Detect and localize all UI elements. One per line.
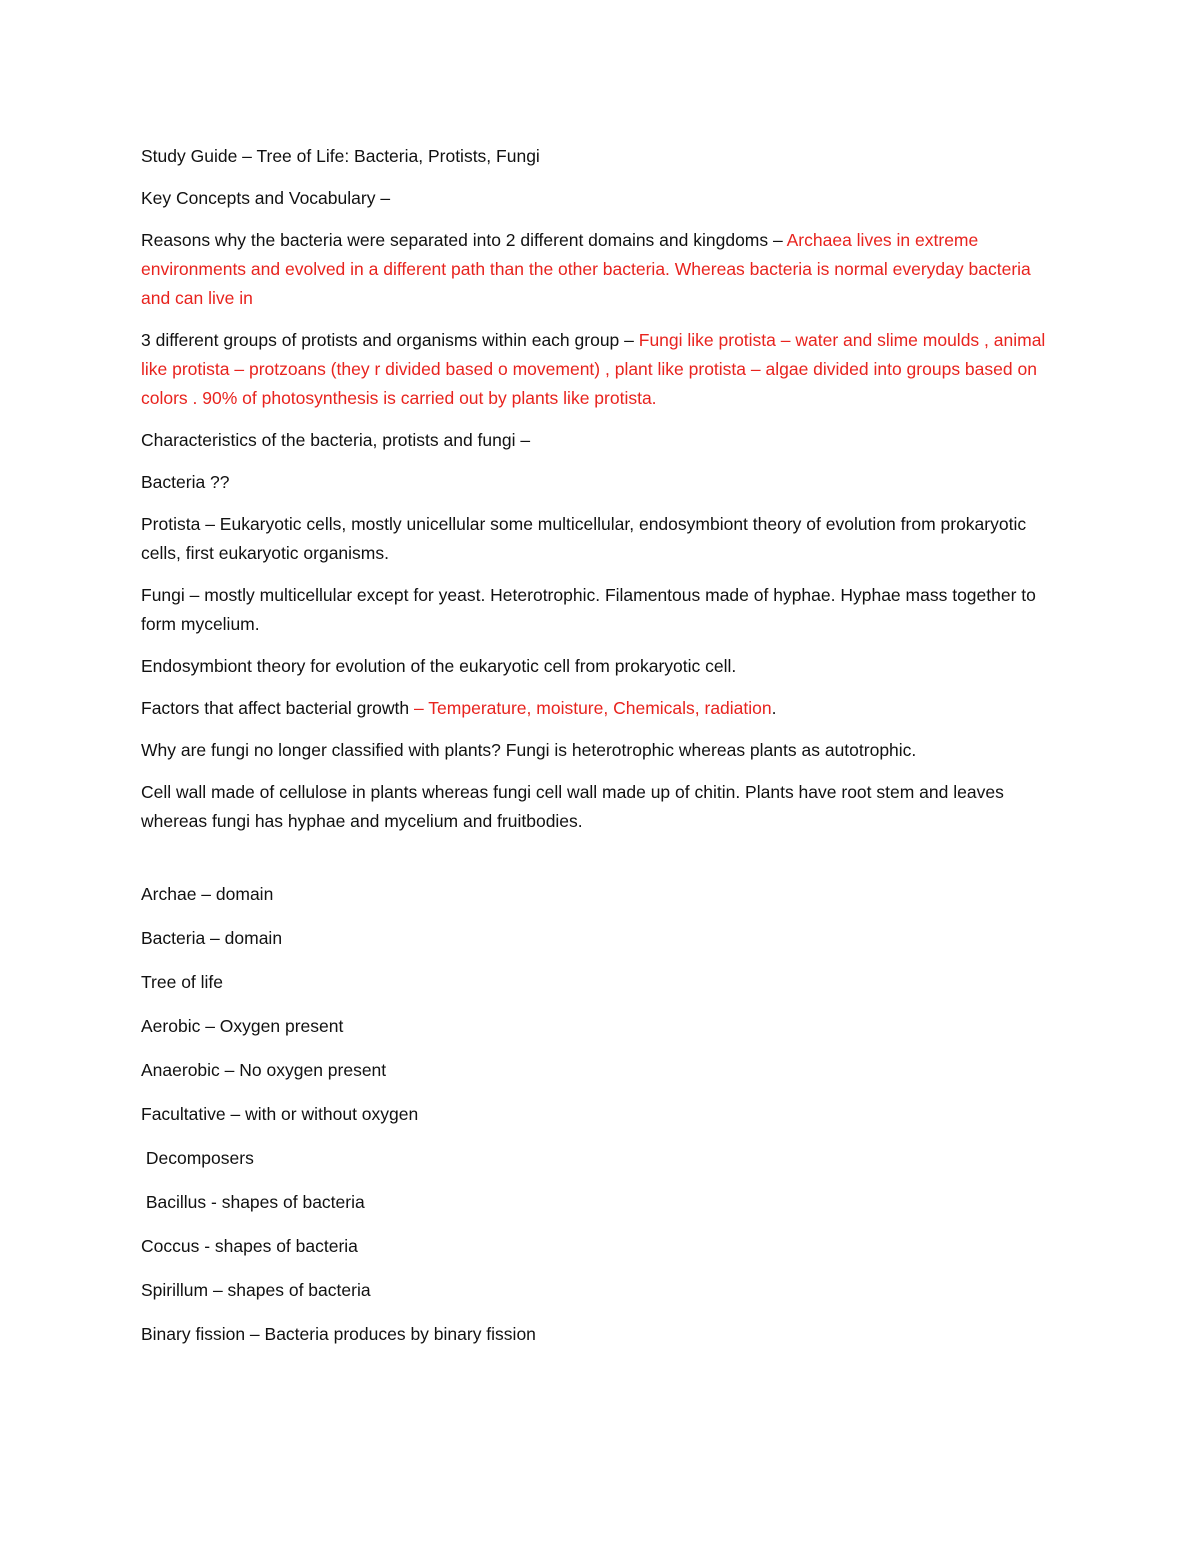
vocab-item: Anaerobic – No oxygen present (141, 1060, 387, 1080)
paragraph-endosymbiont: Endosymbiont theory for evolution of the eukaryotic cell from prokaryotic cell. (141, 656, 737, 676)
vocab-item: Aerobic – Oxygen present (141, 1016, 344, 1036)
vocabulary-list (141, 880, 1061, 1350)
vocab-item: Spirillum – shapes of bacteria (141, 1280, 371, 1300)
vocab-item: Binary fission – Bacteria produces by binary fission (141, 1324, 536, 1344)
trailing-text: . (771, 698, 777, 718)
paragraph-protista: Protista – Eukaryotic cells, mostly unicellular some multicellular, endosymbiont theory of evolution from prokaryotic cells, first eukaryotic organisms. (141, 514, 1027, 563)
question-text: Reasons why the bacteria were separated into 2 different domains and kingdoms – (141, 230, 787, 250)
paragraph-growth-factors (141, 694, 1061, 723)
question-text: 3 different groups of protists and organisms within each group – (141, 330, 639, 350)
answer-text: – Temperature, moisture, Chemicals, radiation (414, 698, 772, 718)
paragraph-fungi-classification: Why are fungi no longer classified with plants? Fungi is heterotrophic whereas plants as autotrophic. (141, 740, 917, 760)
paragraph-bacteria: Bacteria ?? (141, 472, 230, 492)
vocab-item: Coccus - shapes of bacteria (141, 1236, 358, 1256)
vocab-item: Bacillus - shapes of bacteria (141, 1192, 365, 1212)
paragraph-cell-wall: Cell wall made of cellulose in plants whereas fungi cell wall made up of chitin. Plants have root stem and leaves whereas fungi has hyphae and mycelium and fruitbodies. (141, 782, 1004, 831)
paragraph-protist-groups (141, 326, 1061, 413)
answer-text: Archaea lives in extreme environments and evolved in a different path than the other bacteria. Whereas bacteria is normal everyday bacteria and can live in (141, 230, 1031, 308)
paragraph-domains (141, 226, 1061, 313)
blank-gap (141, 849, 1061, 880)
document-title: Study Guide – Tree of Life: Bacteria, Protists, Fungi (141, 146, 540, 166)
paragraph-fungi: Fungi – mostly multicellular except for yeast. Heterotrophic. Filamentous made of hyphae. Hyphae mass together to form mycelium. (141, 585, 1036, 634)
section-heading: Key Concepts and Vocabulary – (141, 188, 391, 208)
document-content (141, 142, 1061, 1364)
vocab-item: Facultative – with or without oxygen (141, 1104, 419, 1124)
question-text: Factors that affect bacterial growth (141, 698, 415, 718)
vocab-item: Archae – domain (141, 884, 274, 904)
paragraph-characteristics: Characteristics of the bacteria, protists and fungi – (141, 430, 531, 450)
vocab-item: Tree of life (141, 972, 224, 992)
answer-text: Fungi like protista – water and slime moulds , animal like protista – protzoans (they r divided based o movement) , plant like protista – algae divided into groups based on colors . 90% of photosynthesis is carried out by plants like protista. (141, 330, 1046, 408)
vocab-item: Bacteria – domain (141, 928, 283, 948)
vocab-item: Decomposers (141, 1148, 254, 1168)
